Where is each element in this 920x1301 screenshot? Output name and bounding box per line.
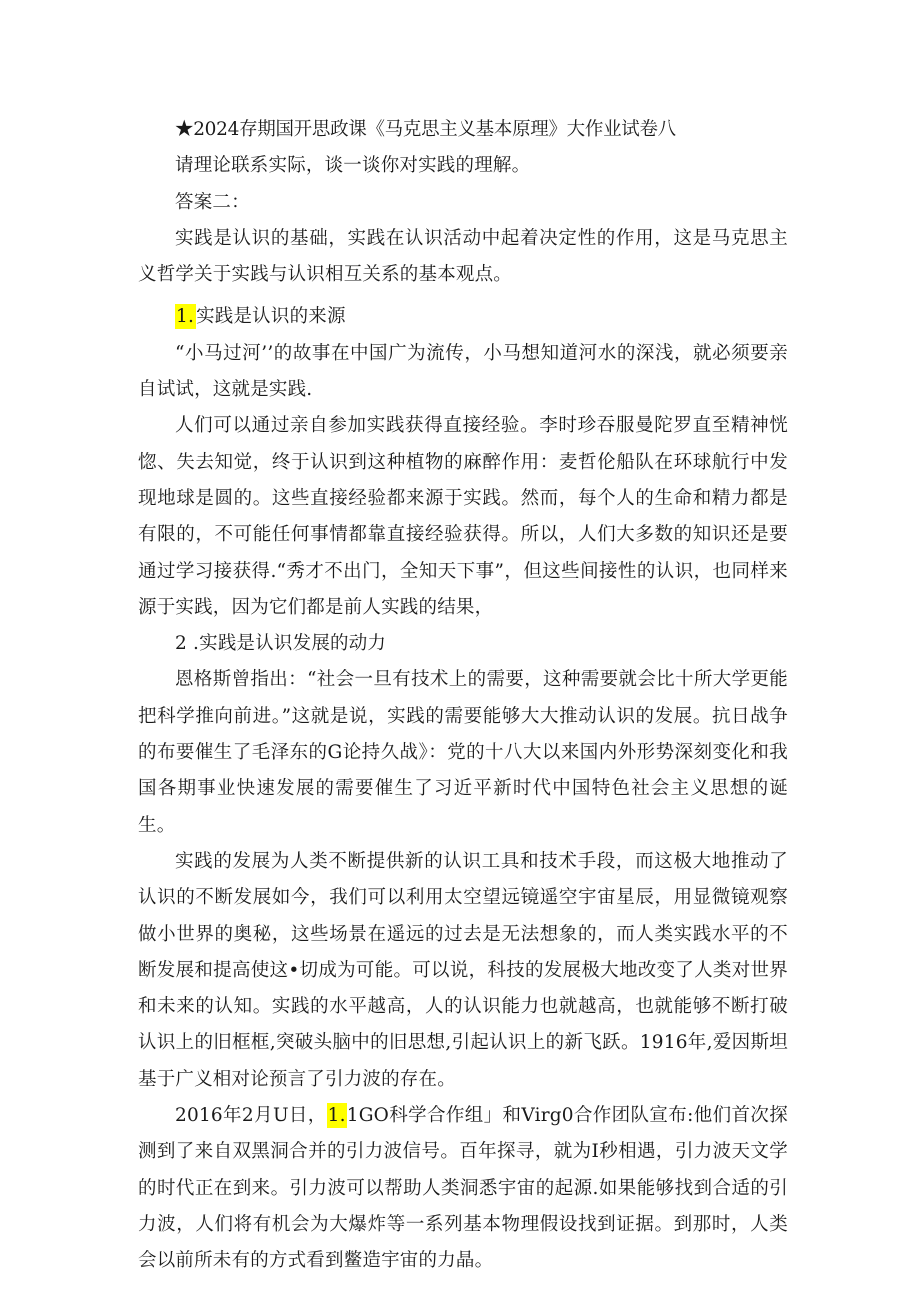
paragraph-ligo — [138, 1098, 788, 1279]
question-prompt: 请理论联系实际，谈一谈你对实践的理解。 — [175, 155, 531, 177]
answer-label: 答案二： — [175, 191, 250, 213]
paragraph-little-horse: “小马过河’’的故事在中国广为流传，小马想知道河水的深浅，就必须要亲自试试，这就是实践. — [138, 342, 788, 401]
intro-paragraph: 实践是认识的基础，实践在认识活动中起着决定性的作用，这是马克思主义哲学关于实践与认识相互关系的基本观点。 — [138, 227, 788, 286]
highlighted-ligo-prefix: 1. — [327, 1105, 346, 1127]
section-heading-2: 2 .实践是认识发展的动力 — [175, 633, 387, 655]
paragraph-direct-experience: 人们可以通过亲自参加实践获得直接经验。李时珍吞服曼陀罗直至精神恍惚、失去知觉，终于认识到这种植物的麻醉作用：麦哲伦船队在环球航行中发现地球是圆的。这些直接经验都来源于实践。然而，每个人的生命和精力都是有限的，不可能任何事情都靠直接经验获得。所以，人们大多数的知识还是要通过学习接获得.“秀才不出门，全知天下事”，但这些间接性的认识，也同样来源于实践，因为它们都是前人实践的结果， — [138, 415, 788, 618]
document-page — [138, 112, 788, 1280]
paragraph-ligo-date: 2016年2月U日， — [175, 1105, 327, 1127]
document-title: ★2024存期国开思政课《马克思主义基本原理》大作业试卷八 — [175, 119, 676, 140]
section-heading-1-text: 实践是认识的来源 — [196, 306, 346, 328]
paragraph-engels: 恩格斯曾指出：“社会一旦有技术上的需要，这种需要就会比十所大学更能把科学推向前进。”这就是说，实践的需要能够大大推动认识的发展。抗日战争的布要催生了毛泽东的G论持久战》：党的十八大以来国内外形势深刻变化和我国各期事业快速发展的需要催生了习近平新时代中国特色社会主义思想的诞生。 — [138, 669, 788, 836]
section-heading-1 — [138, 299, 788, 335]
paragraph-technology: 实践的发展为人类不断提供新的认识工具和技术手段，而这极大地推动了认识的不断发展如今，我们可以利用太空望远镜遥空宇宙星辰，用显微镜观察做小世界的奥秘，这些场景在遥远的过去是无法想象的，而人类实践水平的不断发展和提高使这•切成为可能。可以说，科技的发展极大地改变了人类对世界和未来的认知。实践的水平越高，人的认识能力也就越高，也就能够不断打破认识上的旧框框,突破头脑中的旧思想,引起认识上的新飞跃。1916年,爱因斯坦基于广义相对论预言了引力波的存在。 — [138, 850, 788, 1090]
paragraph-ligo-rest: 1GO科学合作组」和Virg0合作团队宣布:他们首次探测到了来自双黑洞合并的引力波信号。百年探寻，就为I秒相遇，引力波天文学的时代正在到来。引力波可以帮助人类洞悉宇宙的起源.如果能够找到合适的引力波，人们将有机会为大爆炸等一系列基本物理假设找到证据。到那时，人类会以前所未有的方式看到鳖造宇宙的力晶。 — [138, 1105, 788, 1272]
highlighted-section-number: 1. — [176, 306, 195, 328]
